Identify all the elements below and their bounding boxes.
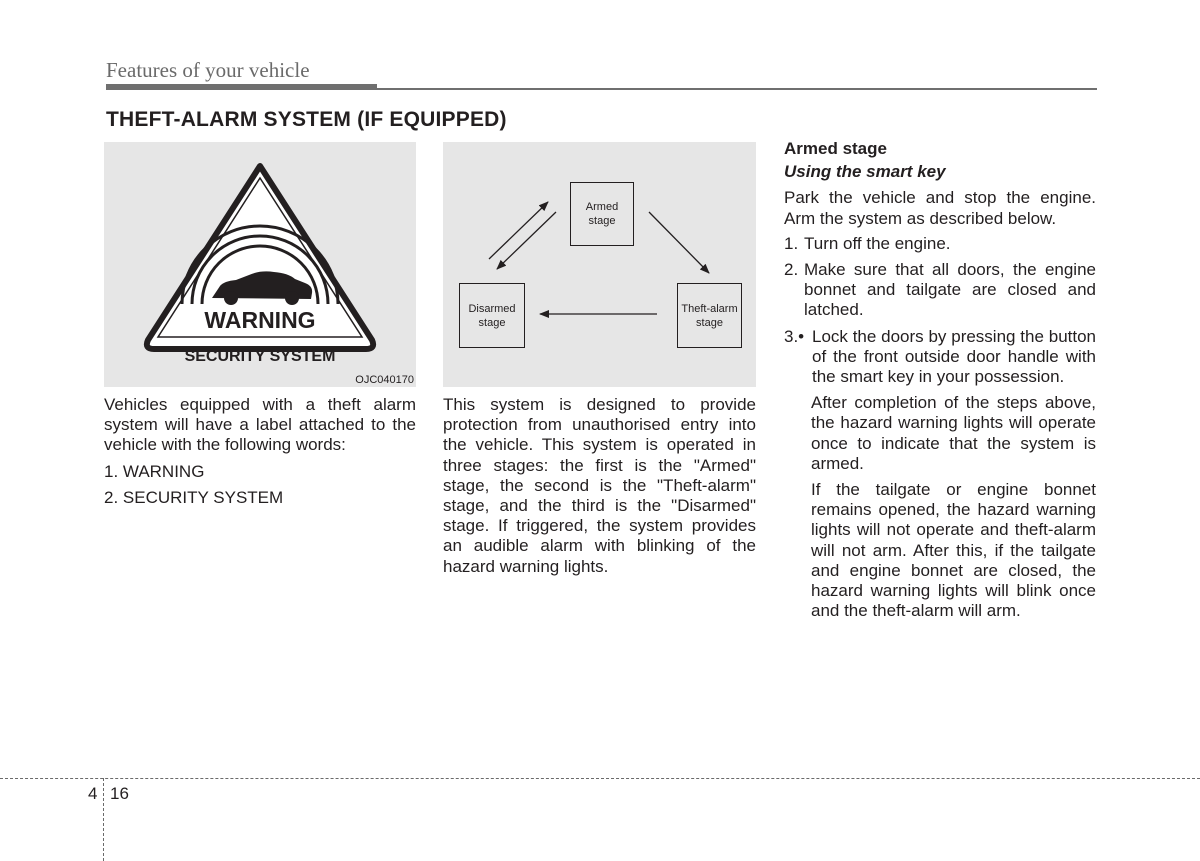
theft-alarm-stage-box	[677, 283, 742, 348]
column-2	[443, 395, 756, 577]
section-title: THEFT-ALARM SYSTEM (IF EQUIPPED)	[106, 108, 507, 131]
header-rule-thick	[106, 84, 377, 90]
diagram-arrows	[443, 142, 756, 387]
column-3	[784, 139, 1096, 621]
armed-stage-box	[570, 182, 634, 246]
page-number: 16	[110, 784, 129, 803]
disarmed-stage-label-2: stage	[478, 316, 506, 329]
arrow-disarmed-to-armed	[489, 202, 548, 259]
smart-key-subheading: Using the smart key	[784, 162, 946, 182]
armed-stage-heading: Armed stage	[784, 139, 887, 158]
step-2-number: 2.	[784, 260, 799, 280]
step-3	[784, 327, 1096, 388]
armed-intro-text: Park the vehicle and stop the engine. Arm the system as described below.	[784, 188, 1096, 228]
tailgate-bonnet-note: If the tailgate or engine bonnet remains opened, the hazard warning lights will not operate and theft-alarm will not arm. After this, if the tailgate and engine bonnet are closed, the hazard warning lights will blink once and the theft-alarm will arm.	[811, 480, 1096, 621]
system-description-text: This system is designed to provide protection from unauthorised entry into the vehicle. This system is operated in three stages: the first is the "Armed" stage, the second is the "Theft-alarm" stage, and the third is the "Disarmed" stage. If triggered, the system provides an audible alarm with blinking of the hazard warning lights.	[443, 395, 756, 576]
arrow-armed-to-theft	[649, 212, 709, 273]
warning-triangle-icon	[104, 142, 416, 387]
footer-divider	[103, 778, 104, 861]
figure-code: OJC040170	[355, 374, 414, 386]
disarmed-stage-label-1: Disarmed	[468, 302, 516, 315]
running-header: Features of your vehicle	[106, 58, 310, 82]
list-item-warning: 1. WARNING	[104, 461, 205, 481]
stage-cycle-diagram	[443, 142, 756, 387]
header-rule-thin	[377, 88, 1097, 90]
column-1	[104, 395, 416, 508]
step-3-text: Lock the doors by pressing the button of the front outside door handle with the smart key in your possession.	[812, 326, 1096, 387]
security-system-text: SECURITY SYSTEM	[184, 348, 336, 365]
step-2-text: Make sure that all doors, the engine bonnet and tailgate are closed and latched.	[804, 260, 1096, 320]
step-1-number: 1.	[784, 233, 799, 253]
arrow-armed-to-disarmed	[497, 212, 556, 269]
chapter-number: 4	[88, 784, 98, 803]
list-item-security-system: 2. SECURITY SYSTEM	[104, 487, 284, 507]
step-2	[784, 260, 1096, 321]
footer-rule	[0, 778, 1200, 779]
label-intro-text: Vehicles equipped with a theft alarm system will have a label attached to the vehicle with the following words:	[104, 395, 416, 455]
theft-alarm-stage-label-1: Theft-alarm	[681, 302, 738, 315]
step-3-number: 3.•	[784, 326, 805, 346]
armed-confirmation-text: After completion of the steps above, the hazard warning lights will operate once to indicate that the system is armed.	[811, 393, 1096, 473]
armed-stage-label-2: stage	[588, 215, 616, 227]
step-1-text: Turn off the engine.	[804, 233, 951, 253]
warning-text: WARNING	[204, 307, 316, 333]
armed-stage-label-1: Armed	[585, 201, 619, 213]
disarmed-stage-box	[459, 283, 525, 348]
theft-alarm-stage-label-2: stage	[696, 316, 723, 329]
step-1	[784, 234, 1096, 254]
warning-label-figure	[104, 142, 416, 387]
